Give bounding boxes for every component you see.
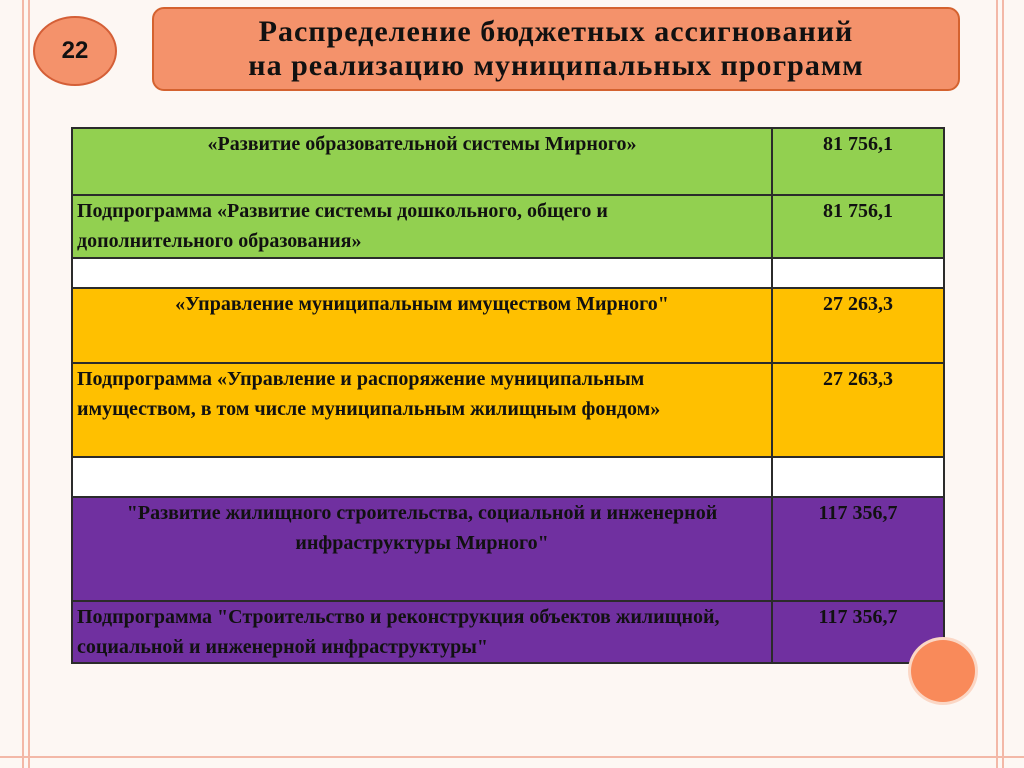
program-value: 117 356,7 xyxy=(772,497,944,601)
subprogram-name: Подпрограмма "Строительство и реконструкция объектов жилищной, социальной и инженерной инфраструктуры" xyxy=(72,601,772,663)
budget-table xyxy=(71,127,945,664)
table-row xyxy=(72,288,944,363)
spacer-cell xyxy=(772,258,944,288)
subprogram-value: 117 356,7 xyxy=(772,601,944,663)
table-row xyxy=(72,601,944,663)
table-row-spacer xyxy=(72,258,944,288)
subprogram-value: 81 756,1 xyxy=(772,195,944,258)
program-value: 27 263,3 xyxy=(772,288,944,363)
frame-line-left-1 xyxy=(22,0,24,768)
table-row xyxy=(72,195,944,258)
frame-line-left-2 xyxy=(28,0,30,768)
title-box xyxy=(152,7,960,91)
subprogram-name: Подпрограмма «Развитие системы дошкольного, общего и дополнительного образования» xyxy=(72,195,772,258)
subprogram-name: Подпрограмма «Управление и распоряжение муниципальным имуществом, в том числе муниципальным жилищным фондом» xyxy=(72,363,772,457)
decorative-circle xyxy=(911,640,975,702)
program-value: 81 756,1 xyxy=(772,128,944,195)
program-name: "Развитие жилищного строительства, социальной и инженерной инфраструктуры Мирного" xyxy=(72,497,772,601)
program-name: «Развитие образовательной системы Мирного» xyxy=(72,128,772,195)
program-name: «Управление муниципальным имуществом Мирного" xyxy=(72,288,772,363)
spacer-cell xyxy=(72,457,772,497)
slide-number-badge xyxy=(33,16,117,86)
title-line-2: на реализацию муниципальных программ xyxy=(248,49,864,82)
table-row xyxy=(72,497,944,601)
title-line-1: Распределение бюджетных ассигнований xyxy=(258,15,854,48)
spacer-cell xyxy=(772,457,944,497)
subprogram-value: 27 263,3 xyxy=(772,363,944,457)
table-row-spacer xyxy=(72,457,944,497)
frame-line-right-2 xyxy=(1002,0,1004,768)
frame-line-right-1 xyxy=(996,0,998,768)
slide-number: 22 xyxy=(61,37,89,64)
frame-line-bottom xyxy=(0,756,1024,758)
table-row xyxy=(72,128,944,195)
table-row xyxy=(72,363,944,457)
spacer-cell xyxy=(72,258,772,288)
